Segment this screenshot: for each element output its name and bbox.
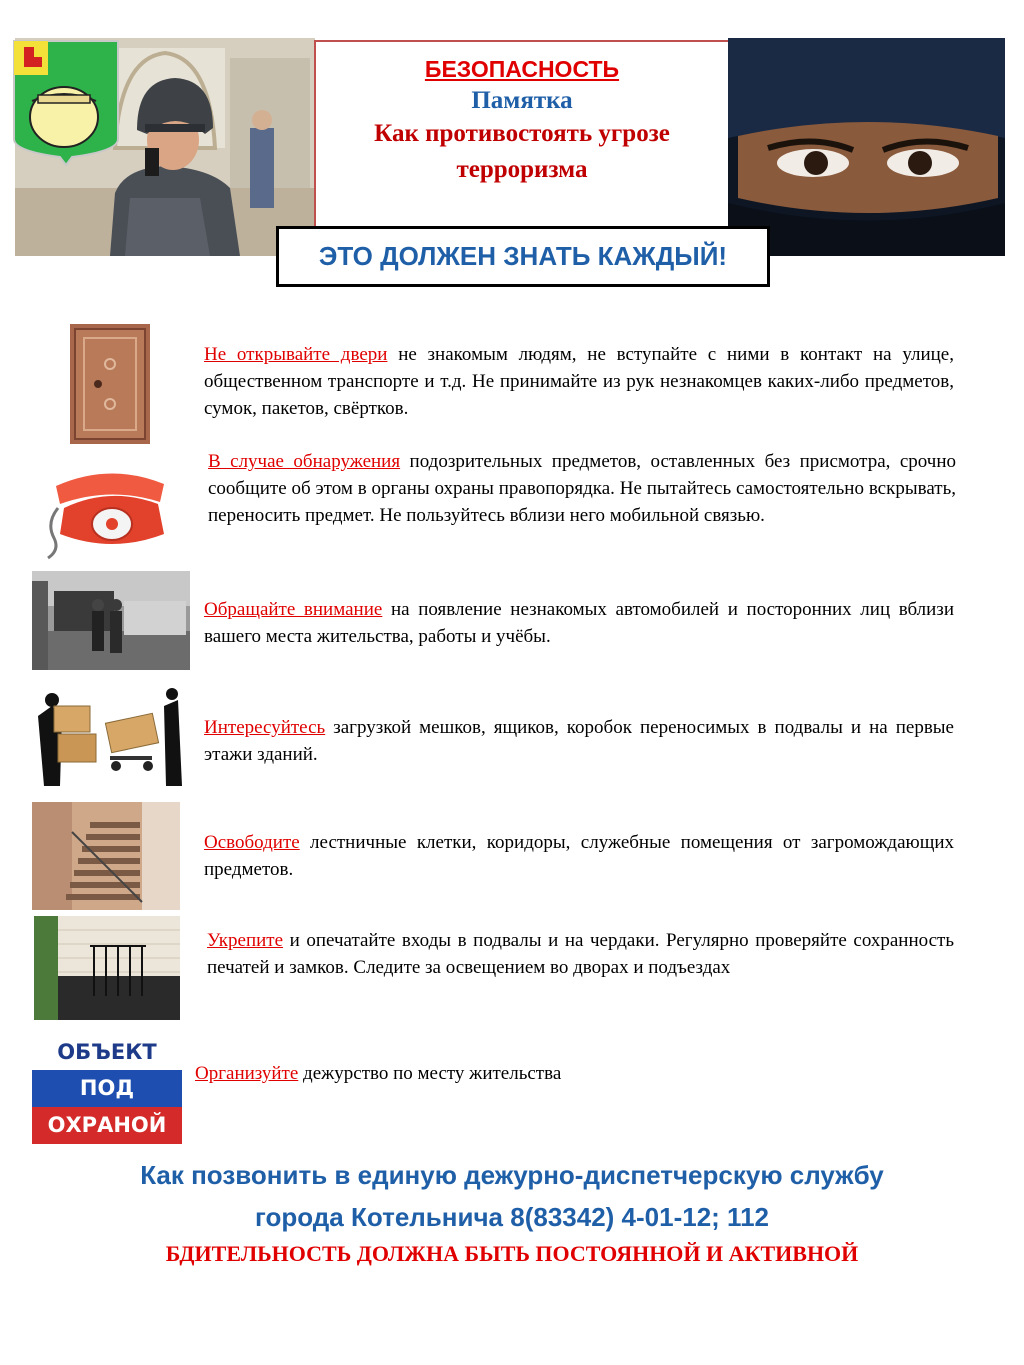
title-box [314, 40, 730, 232]
sign-line3: ОХРАНОЙ [32, 1107, 182, 1144]
title-memo: Памятка [471, 87, 573, 114]
staircase-image [32, 802, 180, 910]
niqab-photo [728, 38, 1005, 256]
door-image [70, 324, 150, 444]
telephone-image [40, 468, 172, 560]
sign-line2: ПОД [32, 1070, 182, 1107]
footer-vigilance: БДИТЕЛЬНОСТЬ ДОЛЖНА БЫТЬ ПОСТОЯННОЙ И АКТИВНОЙ [165, 1241, 859, 1266]
item-keyword: Освободите [204, 832, 300, 853]
list-item [204, 596, 954, 650]
list-item [207, 927, 954, 981]
movers-boxes-image [32, 686, 184, 798]
item-text: дежурство по месту жительства [298, 1063, 562, 1084]
item-keyword: Обращайте внимание [204, 599, 383, 620]
list-item [204, 829, 954, 883]
title-main-line2: терроризма [456, 156, 588, 183]
item-text: загрузкой мешков, ящиков, коробок переносимых в подвалы и на первые этажи зданий. [204, 717, 954, 765]
slogan-box: ЭТО ДОЛЖЕН ЗНАТЬ КАЖДЫЙ! [276, 226, 770, 287]
item-keyword: В случае обнаружения [208, 451, 401, 472]
item-text: лестничные клетки, коридоры, служебные помещения от загромождающих предметов. [204, 832, 954, 880]
footer-call-line1: Как позвонить в единую дежурно-диспетчерскую службу [140, 1160, 884, 1190]
list-item [204, 714, 954, 768]
item-text: не знакомым людям, не вступайте с ними в контакт на улице, общественном транспорте и т.д. Не принимайте из рук незнакомцев каких-либо предметов, сумок, пакетов, свёртков. [204, 344, 954, 419]
list-item [208, 448, 956, 529]
item-text: на появление незнакомых автомобилей и посторонних лиц вблизи вашего места жительства, работы и учёбы. [204, 599, 954, 647]
list-item [195, 1060, 955, 1087]
title-main-line1: Как противостоять угрозе [374, 120, 670, 147]
list-item [204, 341, 954, 422]
item-keyword: Организуйте [195, 1063, 299, 1084]
item-keyword: Не открывайте двери [204, 344, 388, 365]
title-safety: БЕЗОПАСНОСТЬ [424, 56, 620, 82]
street-cars-image [32, 571, 190, 670]
item-text: и опечатайте входы в подвалы и на чердаки. Регулярно проверяйте сохранность печатей и замков. Следите за освещением во дворах и подъездах [207, 930, 954, 978]
coat-of-arms-logo [12, 39, 120, 167]
sign-line1: ОБЪЕКТ [32, 1034, 182, 1070]
item-keyword: Укрепите [207, 930, 284, 951]
footer-call-line2: города Котельнича 8(83342) 4-01-12; 112 [255, 1202, 769, 1232]
item-keyword: Интересуйтесь [204, 717, 326, 738]
protected-object-sign [32, 1034, 182, 1144]
item-text: подозрительных предметов, оставленных без присмотра, срочно сообщите об этом в органы охраны правопорядка. Не пытайтесь самостоятельно вскрывать, переносить предмет. Не пользуйтесь вблизи него мобильной связью. [208, 451, 956, 526]
basement-entrance-image [34, 916, 180, 1020]
